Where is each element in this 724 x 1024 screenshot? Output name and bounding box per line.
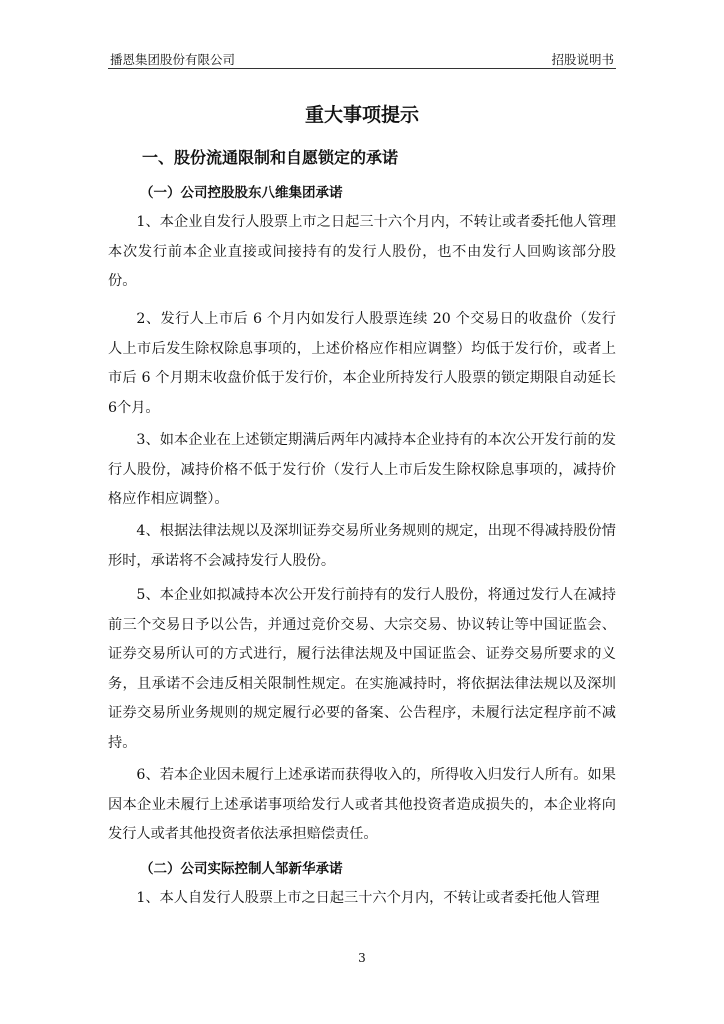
paragraph-7: 1、本人自发行人股票上市之日起三十六个月内，不转让或者委托他人管理 (136, 890, 600, 906)
page-number: 3 (358, 951, 366, 965)
paragraph-3: 3、如本企业在上述锁定期满后两年内减持本企业持有的本次公开发行前的发行人股份，减持价格不低于发行价（发行人上市后发生除权除息事项的，减持价格应作相应调整）。 (108, 432, 616, 507)
paragraph-2: 2、发行人上市后 6 个月内如发行人股票连续 20 个交易日的收盘价（发行人上市后发生除权除息事项的，上述价格应作相应调整）均低于发行价，或者上市后 6 个月期末收盘价低于发行价，本企业所持发行人股票的锁定期限自动延长6个月。 (108, 311, 616, 416)
page-title: 重大事项提示 (304, 104, 419, 126)
section-heading: 一、股份流通限制和自愿锁定的承诺 (142, 148, 399, 167)
header-document-type: 招股说明书 (551, 52, 614, 67)
paragraph-4: 4、根据法律法规以及深圳证券交易所业务规则的规定，出现不得减持股份情形时，承诺将不会减持发行人股份。 (108, 523, 616, 569)
paragraph-5: 5、本企业如拟减持本次公开发行前持有的发行人股份，将通过发行人在减持前三个交易日予以公告，并通过竞价交易、大宗交易、协议转让等中国证监会、证券交易所认可的方式进行，履行法律法规及中国证监会、证券交易所要求的义务，且承诺不会违反相关限制性规定。在实施减持时，将依据法律法规以及深圳证券交易所业务规则的规定履行必要的备案、公告程序，未履行法定程序前不减持。 (108, 587, 616, 751)
subsection-heading-2: （二）公司实际控制人邹新华承诺 (140, 861, 343, 877)
paragraph-1: 1、本企业自发行人股票上市之日起三十六个月内，不转让或者委托他人管理本次发行前本企业直接或间接持有的发行人股份，也不由发行人回购该部分股份。 (108, 214, 616, 289)
paragraph-6: 6、若本企业因未履行上述承诺而获得收入的，所得收入归发行人所有。如果因本企业未履行上述承诺事项给发行人或者其他投资者造成损失的，本企业将向发行人或者其他投资者依法承担赔偿责任。 (108, 767, 616, 842)
header-company-name: 播恩集团股份有限公司 (110, 52, 236, 67)
page-header (108, 48, 616, 69)
subsection-heading-1: （一）公司控股股东八维集团承诺 (140, 185, 343, 201)
